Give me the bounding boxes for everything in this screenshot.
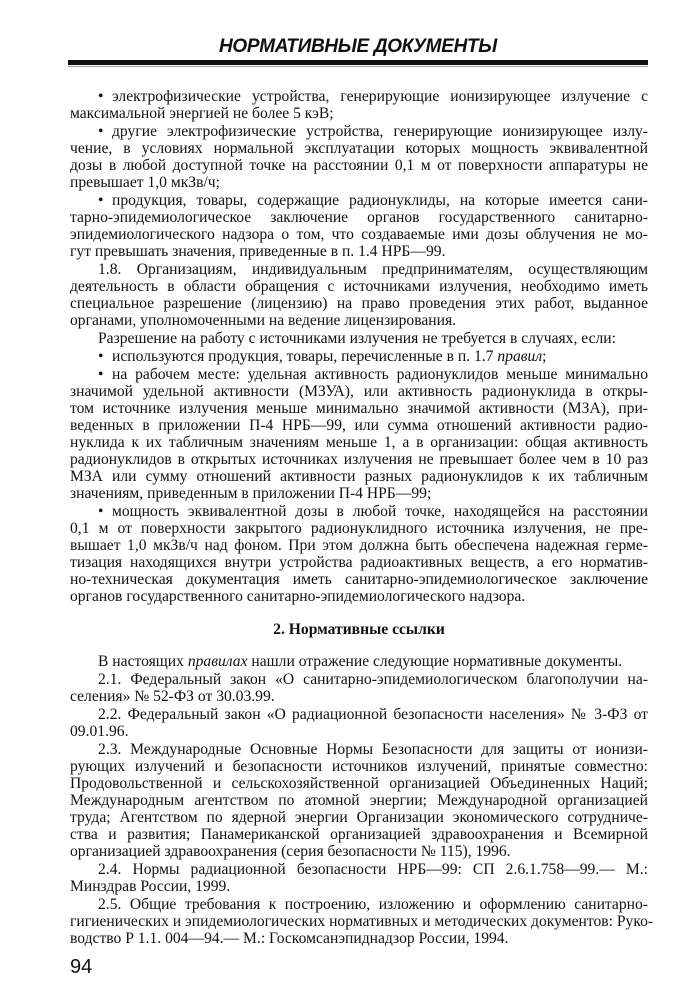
running-header: НОРМАТИВНЫЕ ДОКУМЕНТЫ [218,36,498,57]
text-line [70,930,648,947]
text-line [70,809,648,826]
text-line [70,485,648,502]
text-line [70,688,648,705]
line-text: 0,1 м от поверхности закрытого радионуклидного источника излучения, не пре- [70,520,648,537]
bullet-icon: • [98,366,104,383]
bullet-icon: • [98,88,104,105]
line-text: рующих излучений и безопасности источников излучений, принятые совместно: [70,758,648,775]
line-text: 2.5. Общие требования к построению, изложению и оформлению санитарно- [98,896,648,913]
bullet-item [70,192,648,260]
bullet-icon: • [98,503,104,520]
text-line [70,330,648,347]
line-text: превышает 1,0 мкЗв/ч; [70,174,220,191]
text-line [70,896,648,913]
paragraph [70,861,648,895]
line-text: Минздрав России, 1999. [70,878,231,895]
paragraph [70,896,654,947]
text-line [70,278,648,295]
line-text: селения» № 52-ФЗ от 30.03.99. [70,688,275,705]
line-text: значениям, приведенным в приложении П-4 НРБ—99; [70,485,432,502]
line-text: организацией здравоохранения (серия безопасности № 115), 1996. [70,843,511,860]
line-text: органами, уполномоченными на ведение лицензирования. [70,312,457,329]
text-line [70,192,648,209]
bullet-icon: • [98,348,104,365]
text-line [70,826,648,843]
line-text: гигиенических и эпидемиологических нормативных и методических документов: Руко- [70,913,654,930]
text-line [70,105,648,122]
line-text: мощность эквивалентной дозы в любой точке, находящейся на расстоянии [112,503,648,520]
line-text: Разрешение на работу с источниками излучения не требуется в случаях, если: [98,330,616,347]
text-line [70,861,648,878]
line-text: значимой удельной активности (МЗУА), или активность радионуклида в откры- [70,383,648,400]
italic-term: правил [497,348,543,365]
line-text: эпидемиологического надзора о том, что создаваемые ими дозы облучения не мо- [70,226,648,243]
header-rule [68,60,648,65]
text-line [70,295,648,312]
page-body [70,87,654,947]
line-text: 2.1. Федеральный закон «О санитарно-эпидемиологическом благополучии на- [98,671,648,688]
paragraph [70,706,648,740]
section-requirements [70,88,648,605]
line-text: другие электрофизические устройства, генерирующие ионизирующее излу- [112,123,648,140]
text-line [70,758,648,775]
section-references [70,653,654,947]
line-text: ства и развития; Панамериканской организацией здравоохранения и Всемирной [70,826,648,843]
line-text: вышает 1,0 мкЗв/ч над фоном. При этом должна быть обеспечена надежная герме- [70,537,648,554]
header-rule-shadow [68,66,648,67]
text-line [70,243,648,260]
text-line [70,588,648,605]
text-line [70,383,648,400]
text-line [70,671,648,688]
text-line [70,468,648,485]
text-line [70,878,648,895]
italic-term: правилах [187,653,248,670]
line-text: МЗА или сумму отношений активности разных радионуклидов к их табличным [70,468,648,485]
text-line [70,503,648,520]
paragraph [70,330,648,347]
line-text: веденных в приложении П-4 НРБ—99, или сумма отношений активности радио- [70,417,648,434]
text-line [70,88,648,105]
page-number: 94 [70,956,93,978]
paragraph [70,261,648,329]
bullet-item [70,123,648,191]
line-text: используются продукция, товары, перечисленные в п. 1.7 [112,348,498,365]
line-text: В настоящих [98,653,188,670]
line-text: тарно-эпидемиологическое заключение органов государственного санитарно- [70,209,648,226]
line-text: дозы в любой доступной точке на расстоянии 0,1 м от поверхности аппаратуры не [70,157,648,174]
line-text: Продовольственной и сельскохозяйственной организацией Объединенных Наций; [70,775,648,792]
text-line [70,571,648,588]
line-text: специальное разрешение (лицензию) на право проведения этих работ, выданное [70,295,648,312]
line-text: деятельность в области обращения с источниками излучения, необходимо иметь [70,278,648,295]
text-line [70,537,648,554]
text-line [70,123,648,140]
line-text: 2.3. Международные Основные Нормы Безопасности для защиты от ионизи- [98,741,648,758]
text-line [70,417,648,434]
text-line [70,706,648,723]
line-text: том источнике излучения меньше минимально значимой активности (МЗА), при- [70,400,648,417]
text-line [70,741,648,758]
text-line [70,792,648,809]
line-text: нашли отражение следующие нормативные документы. [247,653,623,670]
text-line [70,157,648,174]
line-text: продукция, товары, содержащие радионуклиды, на которые имеется сани- [112,192,648,209]
text-line [70,843,648,860]
bullet-item [70,503,648,605]
text-line [70,261,648,278]
text-line [70,209,648,226]
bullet-item [70,348,648,365]
line-text: 2.4. Нормы радиационной безопасности НРБ—99: СП 2.6.1.758—99.— М.: [98,861,648,878]
text-line [70,653,648,670]
line-text: водство Р 1.1. 004—94.— М.: Госкомсанэпиднадзор России, 1994. [70,930,509,947]
line-text: электрофизические устройства, генерирующие ионизирующее излучение с [112,88,648,105]
text-line [70,140,648,157]
line-text: ; [542,348,547,365]
line-text: труда; Агентством по ядерной энергии Организации экономического сотрудниче- [70,809,648,826]
text-line [70,554,648,571]
line-text: но-техническая документация иметь санитарно-эпидемиологическое заключение [70,571,648,588]
line-text: на рабочем месте: удельная активность радионуклидов меньше минимально [112,366,648,383]
section-heading: 2. Нормативные ссылки [273,621,445,638]
paragraph [70,741,648,860]
paragraph [70,653,648,670]
text-line [70,312,648,329]
line-text: максимальной энергией не более 5 кэВ; [70,105,334,122]
line-text: органов государственного санитарно-эпидемиологического надзора. [70,588,526,605]
text-line [70,451,648,468]
bullet-icon: • [98,123,104,140]
line-text: нуклида к их табличным значениям меньше 1, а в организации: общая активность [70,434,648,451]
text-line [70,174,648,191]
line-text: 09.01.96. [70,723,129,740]
text-line [70,226,648,243]
line-text: 1.8. Организациям, индивидуальным предпринимателям, осуществляющим [98,261,648,278]
bullet-item [70,88,648,122]
text-line [70,913,654,930]
text-line [70,775,648,792]
line-text: гут превышать значения, приведенные в п. 1.4 НРБ—99. [70,243,446,260]
bullet-item [70,366,648,502]
line-text: чение, в условиях нормальной эксплуатации которых мощность эквивалентной [70,140,648,157]
line-text: 2.2. Федеральный закон «О радиационной безопасности населения» № 3-ФЗ от [98,706,648,723]
line-text: Международным агентством по атомной энергии; Международной организацией [70,792,648,809]
line-text: тизация находящихся внутри устройства радиоактивных веществ, а его норматив- [70,554,648,571]
line-text: радионуклидов в открытых источниках излучения не превышает более чем в 10 раз [70,451,648,468]
text-line [70,366,648,383]
text-line [70,348,648,365]
text-line [70,520,648,537]
text-line [70,434,648,451]
text-line [70,723,648,740]
bullet-icon: • [98,192,104,209]
text-line [70,400,648,417]
paragraph [70,671,648,705]
